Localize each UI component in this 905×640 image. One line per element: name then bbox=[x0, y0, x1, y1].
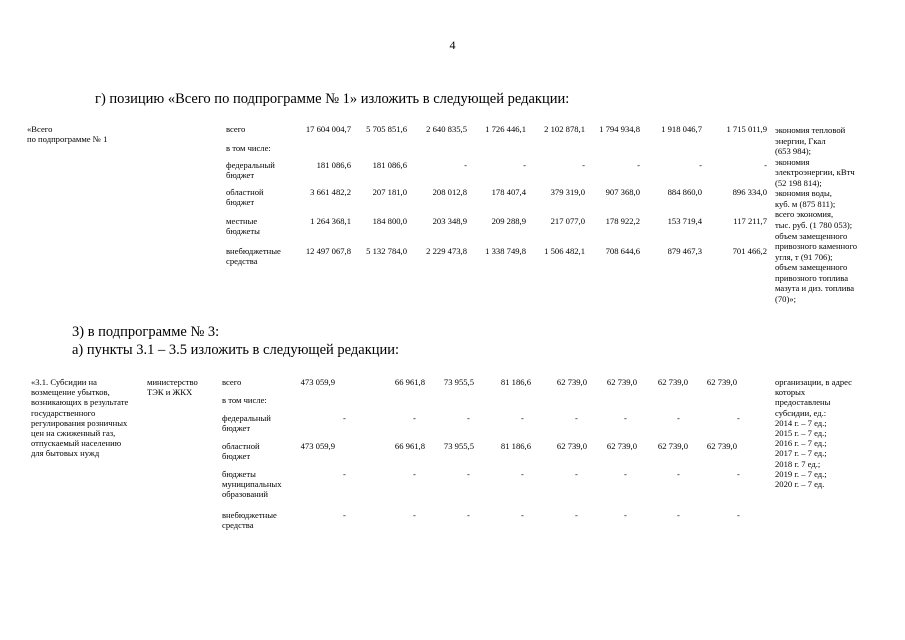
value-cell: - bbox=[737, 510, 740, 520]
value-cell: 1 506 482,1 bbox=[544, 246, 585, 256]
row-label: бюджет bbox=[222, 423, 251, 433]
value-cell: - bbox=[582, 160, 585, 170]
row-label: бюджет bbox=[226, 170, 255, 180]
note-line: куб. м (875 811); bbox=[775, 198, 836, 209]
value-cell: 879 467,3 bbox=[667, 246, 702, 256]
value-cell: 5 132 784,0 bbox=[366, 246, 407, 256]
note-line: объем замещенного bbox=[775, 230, 848, 241]
value-cell: 907 368,0 bbox=[605, 187, 640, 197]
value-cell: - bbox=[677, 510, 680, 520]
row-label: бюджет bbox=[222, 451, 251, 461]
note-line: субсидии, ед.: bbox=[775, 407, 827, 418]
value-cell: 203 348,9 bbox=[432, 216, 467, 226]
note-line: мазута и диз. топлива bbox=[775, 283, 855, 294]
value-cell: - bbox=[413, 510, 416, 520]
row-label: всего bbox=[222, 377, 242, 387]
note-line: электроэнергии, кВтч bbox=[775, 167, 855, 178]
heading-a: а) пункты 3.1 – 3.5 изложить в следующей редакции: bbox=[72, 342, 400, 358]
item-line: цен на сжиженный газ, bbox=[31, 428, 116, 438]
value-cell: 209 288,9 bbox=[491, 216, 526, 226]
value-cell: - bbox=[464, 160, 467, 170]
value-cell: - bbox=[624, 469, 627, 479]
note-line: 2020 г. – 7 ед. bbox=[775, 479, 825, 489]
value-cell: 62 739,0 bbox=[706, 377, 737, 387]
value-cell: - bbox=[343, 469, 346, 479]
value-cell: 153 719,4 bbox=[667, 216, 702, 226]
row-label: внебюджетные bbox=[222, 510, 277, 520]
value-cell: 1 918 046,7 bbox=[661, 124, 702, 134]
item-line: возмещение убытков, bbox=[31, 387, 110, 398]
row-label: местные bbox=[226, 216, 258, 226]
note-line: всего экономия, bbox=[775, 209, 834, 220]
value-cell: 884 860,0 bbox=[667, 187, 702, 197]
row-label: бюджеты bbox=[226, 226, 260, 236]
value-cell: 896 334,0 bbox=[732, 187, 767, 197]
row-label: средства bbox=[222, 520, 254, 530]
value-cell: 73 955,5 bbox=[443, 377, 474, 387]
item-line: регулирования розничных bbox=[31, 417, 128, 428]
value-cell: 81 186,6 bbox=[500, 441, 531, 451]
value-cell: 184 800,0 bbox=[372, 216, 407, 226]
note-line: экономия bbox=[775, 156, 810, 167]
note-line: которых bbox=[775, 387, 806, 398]
note-line: 2016 г. – 7 ед.; bbox=[775, 438, 827, 449]
value-cell: 1 794 934,8 bbox=[599, 124, 640, 134]
value-cell: 17 604 004,7 bbox=[305, 124, 351, 134]
row-label-line: «Всего bbox=[27, 124, 53, 134]
row-label: всего bbox=[226, 124, 246, 134]
item-line: «3.1. Субсидии на bbox=[31, 377, 97, 387]
value-cell: 3 661 482,2 bbox=[310, 187, 351, 197]
value-cell: 208 012,8 bbox=[432, 187, 467, 197]
row-label: бюджет bbox=[226, 197, 255, 207]
row-label: областной bbox=[226, 187, 264, 197]
row-label: областной bbox=[222, 441, 260, 451]
value-cell: 81 186,6 bbox=[500, 377, 531, 387]
value-cell: - bbox=[737, 413, 740, 423]
value-cell: 178 922,2 bbox=[605, 216, 640, 226]
value-cell: - bbox=[521, 469, 524, 479]
value-cell: - bbox=[764, 160, 767, 170]
value-cell: - bbox=[343, 510, 346, 520]
value-cell: 708 644,6 bbox=[605, 246, 640, 256]
row-label: внебюджетные bbox=[226, 246, 281, 256]
value-cell: 62 739,0 bbox=[606, 377, 637, 387]
value-cell: - bbox=[575, 510, 578, 520]
value-cell: 117 211,7 bbox=[733, 216, 767, 226]
note-line: 2019 г. – 7 ед.; bbox=[775, 468, 827, 479]
note-line: организации, в адрес bbox=[775, 377, 852, 387]
row-label: в том числе: bbox=[222, 395, 267, 405]
value-cell: - bbox=[575, 413, 578, 423]
executor-line: министерство bbox=[147, 377, 198, 387]
row-label: федеральный bbox=[222, 413, 271, 423]
value-cell: 5 705 851,6 bbox=[366, 124, 407, 134]
value-cell: - bbox=[624, 413, 627, 423]
note-line: предоставлены bbox=[775, 397, 831, 408]
value-cell: 473 059,9 bbox=[300, 441, 335, 451]
value-cell: - bbox=[521, 413, 524, 423]
note-line: экономия тепловой bbox=[775, 125, 846, 135]
row-label-line: по подпрограмме № 1 bbox=[27, 134, 108, 144]
note-line: (52 198 814); bbox=[775, 177, 822, 188]
value-cell: - bbox=[737, 469, 740, 479]
value-cell: 62 739,0 bbox=[706, 441, 737, 451]
value-cell: 1 726 446,1 bbox=[485, 124, 526, 134]
value-cell: 62 739,0 bbox=[556, 441, 587, 451]
value-cell: 2 229 473,8 bbox=[426, 246, 467, 256]
value-cell: - bbox=[637, 160, 640, 170]
value-cell: - bbox=[575, 469, 578, 479]
heading-3: 3) в подпрограмме № 3: bbox=[72, 324, 220, 340]
value-cell: 62 739,0 bbox=[657, 377, 688, 387]
row-label: муниципальных bbox=[222, 479, 282, 489]
value-cell: 701 466,2 bbox=[732, 246, 767, 256]
value-cell: - bbox=[467, 510, 470, 520]
value-cell: 62 739,0 bbox=[657, 441, 688, 451]
value-cell: - bbox=[699, 160, 702, 170]
value-cell: - bbox=[521, 510, 524, 520]
note-line: энергии, Гкал bbox=[775, 135, 826, 146]
value-cell: 217 077,0 bbox=[550, 216, 585, 226]
value-cell: 62 739,0 bbox=[606, 441, 637, 451]
row-label: бюджеты bbox=[222, 469, 256, 479]
value-cell: 181 086,6 bbox=[316, 160, 351, 170]
note-line: угля, т (91 706); bbox=[775, 251, 833, 262]
item-line: для бытовых нужд bbox=[31, 448, 100, 459]
note-line: тыс. руб. (1 780 053); bbox=[775, 219, 853, 230]
row-label: средства bbox=[226, 256, 258, 266]
executor-line: ТЭК и ЖКХ bbox=[147, 387, 193, 398]
value-cell: 379 319,0 bbox=[550, 187, 585, 197]
value-cell: 62 739,0 bbox=[556, 377, 587, 387]
note-line: (70)»; bbox=[775, 293, 797, 304]
value-cell: 1 264 368,1 bbox=[310, 216, 351, 226]
page-number: 4 bbox=[449, 38, 456, 52]
value-cell: 178 407,4 bbox=[491, 187, 526, 197]
value-cell: 2 102 878,1 bbox=[544, 124, 585, 134]
value-cell: - bbox=[467, 413, 470, 423]
heading-g: г) позицию «Всего по подпрограмме № 1» изложить в следующей редакции: bbox=[95, 91, 570, 107]
row-label: в том числе: bbox=[226, 143, 271, 153]
note-line: привозного топлива bbox=[775, 272, 849, 283]
value-cell: - bbox=[413, 413, 416, 423]
value-cell: 73 955,5 bbox=[443, 441, 474, 451]
note-line: объем замещенного bbox=[775, 262, 848, 273]
value-cell: 12 497 067,8 bbox=[305, 246, 351, 256]
value-cell: 1 715 011,9 bbox=[726, 124, 767, 134]
value-cell: 2 640 835,5 bbox=[426, 124, 467, 134]
item-line: отпускаемый населению bbox=[31, 438, 122, 449]
value-cell: - bbox=[677, 413, 680, 423]
note-line: 2017 г. – 7 ед.; bbox=[775, 448, 827, 459]
note-line: экономия воды, bbox=[775, 188, 832, 199]
value-cell: 473 059,9 bbox=[300, 377, 335, 387]
note-line: 2015 г. – 7 ед.; bbox=[775, 428, 827, 438]
value-cell: - bbox=[413, 469, 416, 479]
row-label: образований bbox=[222, 489, 268, 499]
value-cell: - bbox=[467, 469, 470, 479]
value-cell: - bbox=[343, 413, 346, 423]
value-cell: - bbox=[677, 469, 680, 479]
value-cell: 181 086,6 bbox=[372, 160, 407, 170]
note-line: (653 984); bbox=[775, 146, 812, 157]
note-line: 2014 г. – 7 ед.; bbox=[775, 417, 827, 428]
value-cell: - bbox=[523, 160, 526, 170]
item-line: государственного bbox=[31, 407, 96, 418]
value-cell: 66 961,8 bbox=[394, 441, 425, 451]
item-line: возникающих в результате bbox=[31, 397, 129, 408]
value-cell: 1 338 749,8 bbox=[485, 246, 526, 256]
row-label: федеральный bbox=[226, 160, 275, 170]
note-line: 2018 г. 7 ед.; bbox=[775, 458, 821, 469]
value-cell: - bbox=[624, 510, 627, 520]
note-line: привозного каменного bbox=[775, 241, 858, 252]
value-cell: 66 961,8 bbox=[394, 377, 425, 387]
value-cell: 207 181,0 bbox=[372, 187, 407, 197]
